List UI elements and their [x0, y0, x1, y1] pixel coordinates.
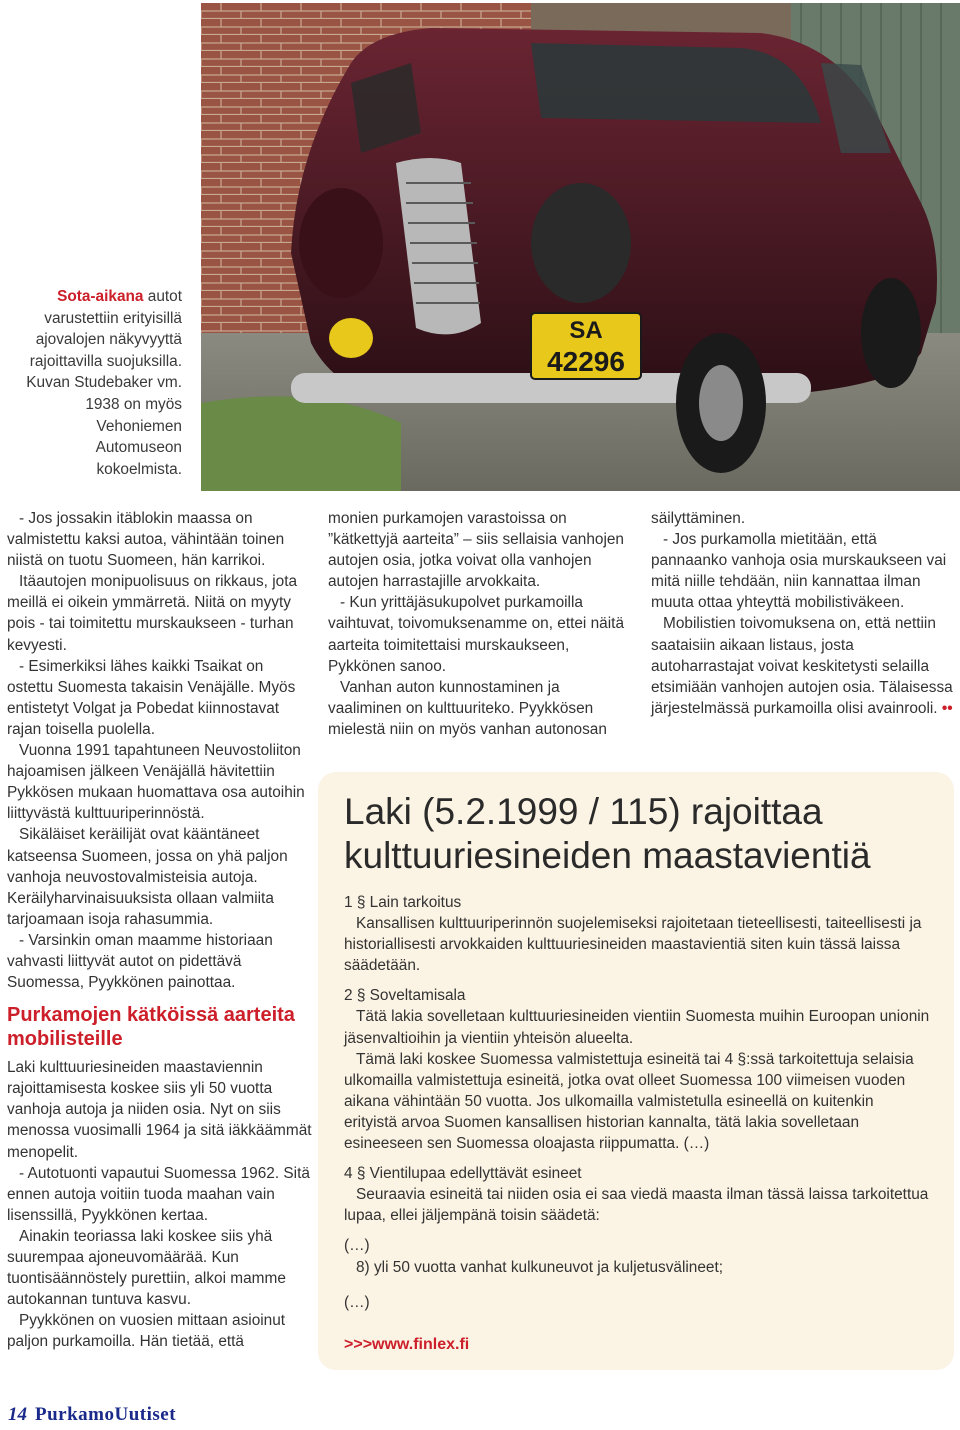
- section-text: Kansallisen kulttuuriperinnön suojelemiseksi rajoitetaan tieteellisesti, taiteellisesti ja historiallisesti arvokkaiden kulttuuriesineiden maastavientiä siten kuin tässä laissa säädetään.: [344, 915, 922, 975]
- paragraph: Laki kulttuuriesineiden maastaviennin rajoittamisesta koskee siis yli 50 vuotta vanhoja autoja ja niiden osia. Nyt on siis menossa vuosimalli 1964 ja sitä iäkkäämmät menopelit.: [7, 1059, 312, 1161]
- paragraph: - Autotuonti vapautui Suomessa 1962. Sitä ennen autoja voitiin tuoda maahan vain lisenssillä, Pyykkönen kertaa.: [7, 1164, 310, 1224]
- studebaker-illustration: [201, 3, 960, 491]
- paragraph: [651, 613, 956, 718]
- paragraph: Ainakin teoriassa laki koskee siis yhä suurempaa ajoneuvomäärää. Kun tuontisäännöstely purettiin, alkoi mamme autokannan tuntuva kasvu.: [7, 1227, 286, 1309]
- link-text: www.finlex.fi: [372, 1336, 470, 1353]
- law-title: Laki (5.2.1999 / 115) rajoittaa kulttuuriesineiden maastavientiä: [344, 791, 871, 876]
- paragraph: Itäautojen monipuolisuus on rikkaus, jota meillä ei oikein ymmärretä. Niitä on myyty pois - tai toimitettu murskaukseen - turhan kevyesti.: [7, 573, 298, 654]
- ellipsis: (…): [344, 1237, 370, 1255]
- list-item: 8) yli 50 vuotta vanhat kulkuneuvot ja kuljetusvälineet;: [356, 1258, 724, 1276]
- paragraph: - Kun yrittäjäsukupolvet purkamoilla vaihtuvat, toivomuksenamme on, ettei näitä aarteita toimitettaisi murskaukseen, Pykkönen sanoo.: [328, 594, 624, 675]
- page-footer: [8, 1404, 176, 1430]
- finlex-link[interactable]: [344, 1336, 469, 1354]
- section-text: Tämä laki koskee Suomessa valmistettuja esineitä tai 4 §:ssä tarkoitettuja selaisia ulkomailla valmistettuja esineitä, jotka ovat olleet Suomessa 100 viimeisen vuoden aikana vähintään 50 vuotta. Jos ulkomailla valmistetulla esineellä on kuitenkin erityistä arvoa Suomen kansallisen historian kannalta, tätä lakia sovelletaan esineeseen sen Suomessa oloajasta riippumatta. (…): [344, 1050, 914, 1153]
- link-prefix: >>>: [344, 1336, 373, 1353]
- paragraph: säilyttäminen.: [651, 510, 746, 527]
- plate-line2: 42296: [547, 346, 625, 377]
- paragraph: Sikäläiset keräilijät ovat kääntäneet katseensa Suomeen, jossa on yhä paljon vanhoja neuvostovalmisteisia autoja. Keräilyharvinaisuuksista ollaan valmiita tarjoamaan isoja rahasummia.: [7, 826, 288, 928]
- end-mark: ••: [941, 699, 953, 717]
- article-column-1: [7, 508, 312, 1352]
- plate-line1: SA: [569, 317, 603, 344]
- brand-logo: PurkamoUutiset: [35, 1404, 177, 1425]
- article-column-2: [328, 508, 632, 740]
- rear-wheel: [861, 278, 921, 388]
- law-body: [344, 892, 930, 1313]
- caption-text: autot varustettiin erityisillä ajovalojen näkyvyyttä rajoittavilla suojuksilla. Kuvan Studebaker vm. 1938 on myös Vehoniemen Automuseon kokoelmista.: [26, 288, 182, 478]
- section-text: Tätä lakia sovelletaan kulttuuriesineiden vientiin Suomesta muihin Euroopan unionin jäsenvaltioihin ja vientiin yhteisön alueelta.: [344, 1008, 930, 1047]
- ellipsis: (…): [344, 1293, 370, 1311]
- section-text: Seuraavia esineitä tai niiden osia ei saa viedä maasta ilman tässä laissa tarkoitettua lupaa, ellei jäljempänä toisin säädetä:: [344, 1186, 929, 1225]
- paragraph: monien purkamojen varastoissa on ”kätkettyjä aarteita” – siis sellaisia vanhojen autojen osia, jotka voivat olla vanhojen autojen harrastajille arvokkaita.: [328, 510, 624, 591]
- paragraph: - Jos purkamolla mietitään, että pannaanko vanhoja osia murskaukseen vai mitä niille tehdään, niin kannattaa ilman muuta ottaa yhteyttä mobilistiväkeen.: [651, 531, 947, 612]
- paragraph: Vanhan auton kunnostaminen ja vaaliminen on kulttuuriteko. Pyykkösen mielestä niin on myös vanhan autonosan: [328, 678, 607, 738]
- section-heading: 2 § Soveltamisala: [344, 987, 466, 1005]
- left-fog-light: [329, 318, 373, 358]
- paragraph: - Varsinkin oman maamme historiaan vahvasti liittyvät autot on pidettävä Suomessa, Pyykkönen painottaa.: [7, 931, 273, 992]
- paragraph-text: Mobilistien toivomuksena on, että nettiin saataisiin aikaan listaus, josta autoharrastajat voivat keskitetysti selailla etsimiään vanhojen autojen osia. Tälaisessa järjestelmässä purkamoilla olisi avainrooli.: [651, 615, 953, 717]
- section-heading: 1 § Lain tarkoitus: [344, 894, 462, 911]
- photo-caption: [10, 286, 182, 480]
- car-photo: [201, 3, 960, 491]
- caption-lead: Sota-aikana: [57, 288, 144, 305]
- page-number: 14: [8, 1404, 27, 1425]
- section-heading: 4 § Vientilupaa edellyttävät esineet: [344, 1165, 582, 1183]
- paragraph: Vuonna 1991 tapahtuneen Neuvostoliiton hajoamisen jälkeen Venäjällä hävitettiin Pykkösen mukaan huomattava osa autoihin liittyvästä kulttuuriperinnöstä.: [7, 742, 305, 823]
- article-column-3: [651, 508, 956, 719]
- paragraph: - Jos jossakin itäblokin maassa on valmistettu kaksi autoa, vähintään toinen niistä on tuotu Suomeen, hän karrikoi.: [7, 510, 285, 570]
- subheading: Purkamojen kätköissä aarteita mobilisteille: [7, 1004, 295, 1051]
- paragraph: Pyykkönen on vuosien mittaan asioinut paljon purkamoilla. Hän tietää, että: [7, 1312, 286, 1351]
- paragraph: - Esimerkiksi lähes kaikki Tsaikat on ostettu Suomesta takaisin Venäjälle. Myös entistetyt Volgat ja Pobedat kiinnostavat rajan toisella puolella.: [7, 657, 296, 738]
